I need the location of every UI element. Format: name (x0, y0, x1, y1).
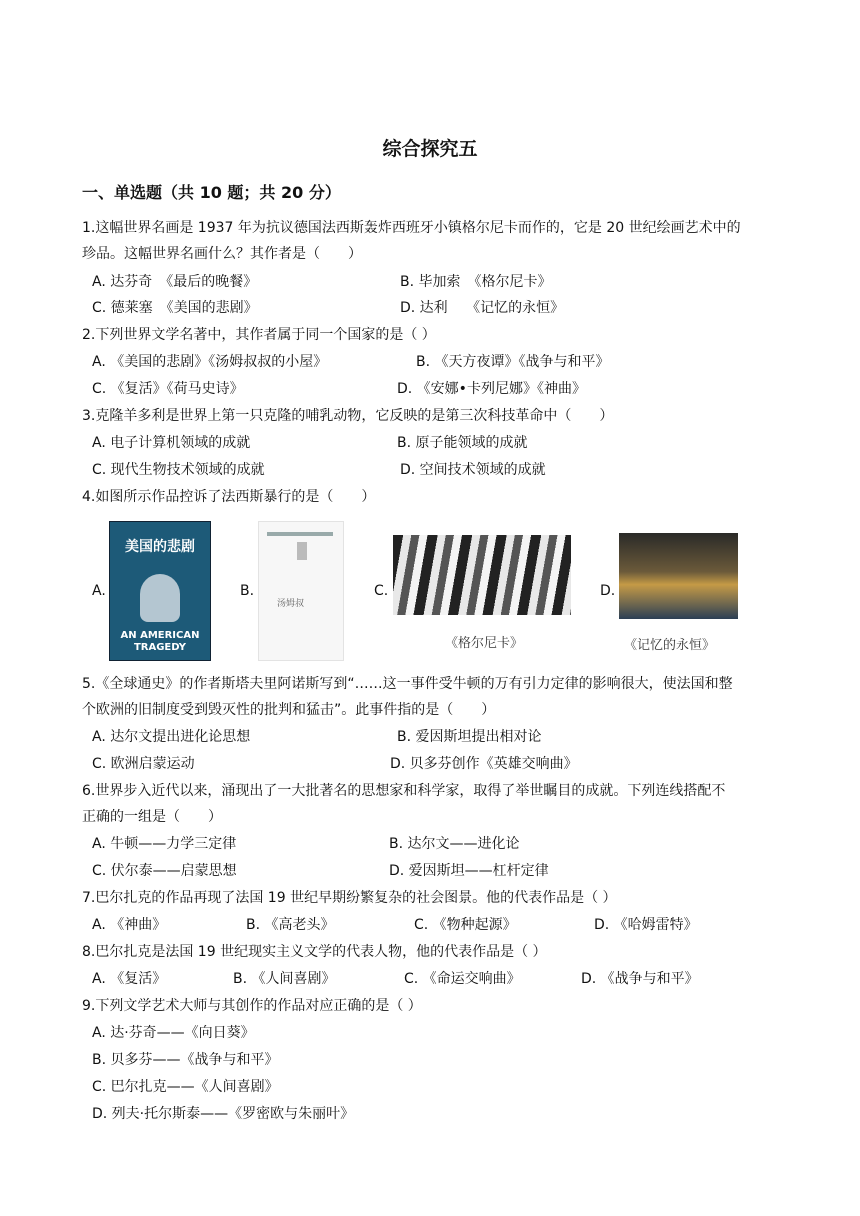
question-5-option-b[interactable]: B. 爱因斯坦提出相对论 (397, 729, 542, 745)
question-1-stem-line2: 珍品。这幅世界名画什么？其作者是（ ） (82, 246, 362, 262)
question-5-option-d[interactable]: D. 贝多芬创作《英雄交响曲》 (390, 756, 578, 772)
question-5-option-a[interactable]: A. 达尔文提出进化论思想 (92, 729, 251, 745)
hand-illustration (140, 574, 180, 622)
question-6-option-a[interactable]: A. 牛顿——力学三定律 (92, 836, 237, 852)
question-1-stem-line1: 1.这幅世界名画是 1937 年为抗议德国法西斯轰炸西班牙小镇格尔尼卡而作的，它是 20 世纪绘画艺术中的 (82, 220, 741, 236)
question-7-option-a[interactable]: A. 《神曲》 (92, 917, 167, 933)
question-2-option-a[interactable]: A. 《美国的悲剧》《汤姆叔叔的小屋》 (92, 354, 328, 370)
question-4-stem: 4.如图所示作品控诉了法西斯暴行的是（ ） (82, 489, 376, 505)
book-cover-title: 美国的悲剧 (125, 539, 195, 555)
question-7-option-c[interactable]: C. 《物种起源》 (414, 917, 517, 933)
question-9-option-a[interactable]: A. 达·芬奇——《向日葵》 (92, 1025, 255, 1041)
question-3-option-d[interactable]: D. 空间技术领域的成就 (400, 462, 546, 478)
persistence-of-memory-caption: 《记忆的永恒》 (624, 638, 716, 653)
question-7-stem: 7.巴尔扎克的作品再现了法国 19 世纪早期纷繁复杂的社会图景。他的代表作品是（ ） (82, 890, 617, 906)
question-4-option-c-label[interactable]: C. (374, 583, 389, 599)
question-1-option-b[interactable]: B. 毕加索 《格尔尼卡》 (400, 274, 552, 290)
question-3-option-b[interactable]: B. 原子能领域的成就 (397, 435, 528, 451)
question-6-option-b[interactable]: B. 达尔文——进化论 (389, 836, 520, 852)
question-9-stem: 9.下列文学艺术大师与其创作的作品对应正确的是（ ） (82, 998, 422, 1014)
question-5-stem-line2: 个欧洲的旧制度受到毁灭性的批判和猛击”。此事件指的是（ ） (82, 702, 496, 718)
guernica-caption: 《格尔尼卡》 (445, 636, 524, 651)
guernica-painting[interactable] (393, 535, 571, 615)
question-6-stem-line2: 正确的一组是（ ） (82, 809, 222, 825)
question-8-option-a[interactable]: A. 《复活》 (92, 971, 167, 987)
question-1-option-d[interactable]: D. 达利 《记忆的永恒》 (400, 300, 565, 316)
persistence-of-memory-painting[interactable] (619, 533, 738, 619)
book-cover-english-title: AN AMERICAN TRAGEDY (120, 630, 200, 653)
question-2-stem: 2.下列世界文学名著中，其作者属于同一个国家的是（ ） (82, 327, 436, 343)
section-heading: 一、单选题（共 10 题；共 20 分） (82, 183, 341, 202)
question-8-stem: 8.巴尔扎克是法国 19 世纪现实主义文学的代表人物，他的代表作品是（ ） (82, 944, 547, 960)
question-4-option-d-label[interactable]: D. (600, 583, 616, 599)
question-3-option-a[interactable]: A. 电子计算机领域的成就 (92, 435, 251, 451)
question-6-stem-line1: 6.世界步入近代以来，涌现出了一大批著名的思想家和科学家，取得了举世瞩目的成就。下列连线搭配不 (82, 783, 726, 799)
question-2-option-b[interactable]: B. 《天方夜谭》《战争与和平》 (416, 354, 610, 370)
question-5-option-c[interactable]: C. 欧洲启蒙运动 (92, 756, 195, 772)
question-7-option-d[interactable]: D. 《哈姆雷特》 (594, 917, 698, 933)
question-8-option-d[interactable]: D. 《战争与和平》 (581, 971, 699, 987)
question-8-option-c[interactable]: C. 《命运交响曲》 (404, 971, 521, 987)
question-2-option-d[interactable]: D. 《安娜•卡列尼娜》《神曲》 (397, 381, 586, 397)
cover-text: 汤姆叔 (277, 599, 305, 609)
question-2-option-c[interactable]: C. 《复活》《荷马史诗》 (92, 381, 244, 397)
question-3-option-c[interactable]: C. 现代生物技术领域的成就 (92, 462, 265, 478)
question-1-option-c[interactable]: C. 德莱塞 《美国的悲剧》 (92, 300, 258, 316)
question-1-option-a[interactable]: A. 达芬奇 《最后的晚餐》 (92, 274, 258, 290)
cover-header-bar (267, 532, 333, 536)
question-4-option-b-label[interactable]: B. (240, 583, 255, 599)
page-title: 综合探究五 (382, 138, 478, 160)
question-8-option-b[interactable]: B. 《人间喜剧》 (233, 971, 336, 987)
question-9-option-b[interactable]: B. 贝多芬——《战争与和平》 (92, 1052, 279, 1068)
question-7-option-b[interactable]: B. 《高老头》 (246, 917, 335, 933)
question-6-option-d[interactable]: D. 爱因斯坦——杠杆定律 (389, 863, 549, 879)
question-6-option-c[interactable]: C. 伏尔泰——启蒙思想 (92, 863, 237, 879)
american-tragedy-book-cover[interactable] (109, 521, 211, 661)
question-9-option-c[interactable]: C. 巴尔扎克——《人间喜剧》 (92, 1079, 279, 1095)
uncle-tom-book-cover[interactable] (258, 521, 344, 661)
question-5-stem-line1: 5.《全球通史》的作者斯塔夫里阿诺斯写到“……这一事件受牛顿的万有引力定律的影响很大，使法国和整 (82, 676, 733, 692)
cover-figure (297, 542, 307, 560)
question-9-option-d[interactable]: D. 列夫·托尔斯泰——《罗密欧与朱丽叶》 (92, 1106, 355, 1122)
question-4-option-a-label[interactable]: A. (92, 583, 106, 599)
question-3-stem: 3.克隆羊多利是世界上第一只克隆的哺乳动物，它反映的是第三次科技革命中（ ） (82, 408, 614, 424)
